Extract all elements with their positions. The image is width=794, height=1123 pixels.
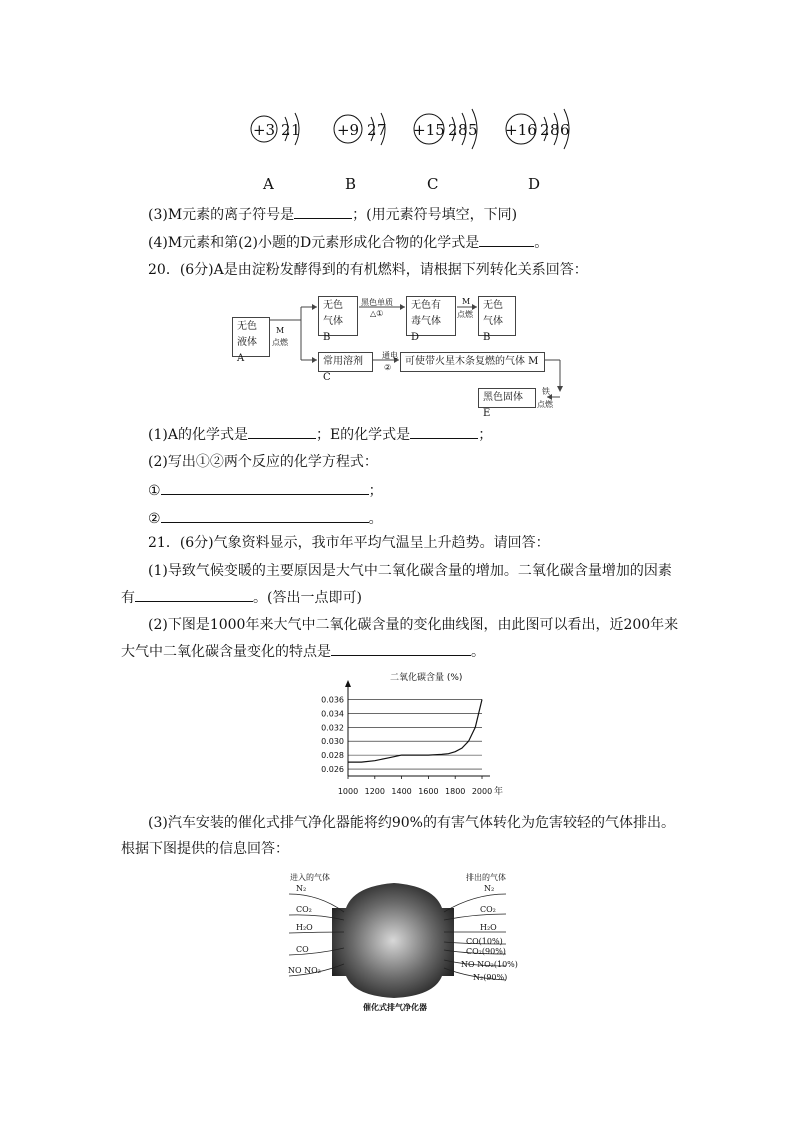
y-tick-label: 0.028 <box>321 751 344 761</box>
output-co2: CO₂ <box>480 905 496 914</box>
q21-part2-a: (2)下图是1000年来大气中二氧化碳含量的变化曲线图，由此图可以看出，近200年来 <box>148 617 679 633</box>
answer-blank[interactable] <box>248 424 316 439</box>
x-tick-label: 1600 <box>418 787 439 796</box>
answer-blank[interactable] <box>331 641 471 656</box>
converter-out-title: 排出的气体 <box>466 873 506 882</box>
co2-chart <box>310 668 520 803</box>
box-solvent-c: 常用溶剂 C <box>318 352 373 372</box>
answer-blank[interactable] <box>479 232 534 247</box>
atom-d-shell-1: 2 <box>540 121 550 139</box>
atom-d-shell-3: 6 <box>560 121 570 139</box>
q20-part1: (1)A的化学式是 ；E的化学式是 ； <box>148 424 492 445</box>
atom-b-nucleus: +9 <box>336 121 360 139</box>
box-gas-b-2: 无色 气体 B <box>478 296 516 336</box>
q19-part4: (4)M元素和第(2)小题的D元素形成化合物的化学式是 。 <box>148 232 548 253</box>
y-tick-label: 0.030 <box>321 737 344 747</box>
atom-d-nucleus: +16 <box>505 121 537 139</box>
converter-in-title: 进入的气体 <box>290 873 330 882</box>
input-n2: N₂ <box>296 884 307 893</box>
output-no-no2-10: NO NO₂(10%) <box>461 960 518 969</box>
answer-blank[interactable] <box>294 204 352 219</box>
chart-title: 二氧化碳含量 (%) <box>390 673 463 683</box>
y-tick-label: 0.026 <box>321 765 344 775</box>
y-tick-label: 0.032 <box>321 723 344 733</box>
atom-label-d: D <box>528 175 541 193</box>
box-liquid-a: 无色 液体 A <box>232 317 270 357</box>
converter-caption: 催化式排气净化器 <box>363 1002 427 1012</box>
q20-part2: (2)写出①②两个反应的化学方程式： <box>148 454 378 470</box>
y-tick-label: 0.036 <box>321 695 344 705</box>
x-axis-label: 年 <box>494 787 504 797</box>
converter-body <box>332 883 454 998</box>
atom-a-shell-2: 1 <box>291 121 301 139</box>
co2-series-line <box>348 700 482 763</box>
output-co2-90: CO₂(90%) <box>466 947 506 956</box>
box-gas-m: 可使带火星木条复燃的气体 M <box>400 352 545 372</box>
q20-title: 20．(6分)A是由淀粉发酵得到的有机燃料，请根据下列转化关系回答： <box>148 262 588 278</box>
y-axis-arrow <box>345 680 351 687</box>
output-n2: N₂ <box>484 884 495 893</box>
q21-title: 21．(6分)气象资料显示，我市年平均气温呈上升趋势。请回答： <box>148 535 550 551</box>
q20-eq2: ② 。 <box>148 508 383 529</box>
input-no-no2: NO NO₂ <box>288 966 321 975</box>
atom-c-shell-1: 2 <box>448 121 458 139</box>
output-h2o: H₂O <box>480 923 497 932</box>
cond-burn: 点燃 <box>272 338 288 347</box>
q19-part3: (3)M元素的离子符号是 ；(用元素符号填空，下同) <box>148 204 517 225</box>
x-tick-label: 2000 <box>471 787 493 796</box>
q21-part1-a: (1)导致气候变暖的主要原因是大气中二氧化碳含量的增加。二氧化碳含量增加的因素 <box>148 563 672 579</box>
output-co-10: CO(10%) <box>466 937 503 946</box>
atom-label-b: B <box>345 175 357 193</box>
input-h2o: H₂O <box>296 923 313 932</box>
atom-a-shell-1: 2 <box>281 121 291 139</box>
cond-m2: M <box>462 297 471 306</box>
x-tick-label: 1800 <box>445 787 466 796</box>
answer-blank[interactable] <box>410 424 478 439</box>
q21-part3-b: 根据下图提供的信息回答： <box>121 841 289 857</box>
input-co: CO <box>296 945 309 954</box>
atom-label-a: A <box>263 175 274 193</box>
q21-part2-b: 大气中二氧化碳含量变化的特点是 。 <box>121 641 485 662</box>
q20-eq1: ① ； <box>148 480 383 501</box>
atom-c-shell-3: 5 <box>468 121 478 139</box>
atom-b-shell-1: 2 <box>367 121 377 139</box>
atom-structures-svg <box>240 105 600 165</box>
cond-iron: 铁 <box>542 387 550 396</box>
answer-blank[interactable] <box>161 480 369 495</box>
atom-c-nucleus: +15 <box>413 121 445 139</box>
x-tick-label: 1400 <box>391 787 412 796</box>
cond-electrolysis: 通电 <box>382 351 398 360</box>
box-black-solid-e: 黑色固体 E <box>478 388 536 408</box>
atom-c-shell-2: 8 <box>458 121 468 139</box>
cond-heat: △① <box>370 309 384 318</box>
atom-b-shell-2: 7 <box>377 121 387 139</box>
atom-a-nucleus: +3 <box>252 121 276 139</box>
cond-burn2: 点燃 <box>457 310 473 319</box>
q21-part3-a: (3)汽车安装的催化式排气净化器能将约90%的有害气体转化为危害较轻的气体排出。 <box>148 815 675 831</box>
atom-label-c: C <box>427 175 439 193</box>
x-tick-label: 1200 <box>364 787 385 796</box>
answer-blank[interactable] <box>135 587 253 602</box>
cond-black-element: 黑色单质 <box>361 298 393 307</box>
output-n2-90: N₂(90%) <box>473 973 508 982</box>
y-tick-label: 0.034 <box>321 709 344 719</box>
cond-burn3: 点燃 <box>537 400 553 409</box>
q21-part1-b: 有 。(答出一点即可) <box>121 587 362 608</box>
x-tick-label: 1000 <box>337 787 359 796</box>
cond-m: M <box>276 326 285 335</box>
atom-d-shell-2: 8 <box>550 121 560 139</box>
input-co2: CO₂ <box>296 905 312 914</box>
answer-blank[interactable] <box>161 508 369 523</box>
box-gas-b: 无色 气体 B <box>318 296 358 336</box>
cond-2: ② <box>384 363 392 372</box>
box-toxic-gas-d: 无色有 毒气体 D <box>406 296 456 336</box>
